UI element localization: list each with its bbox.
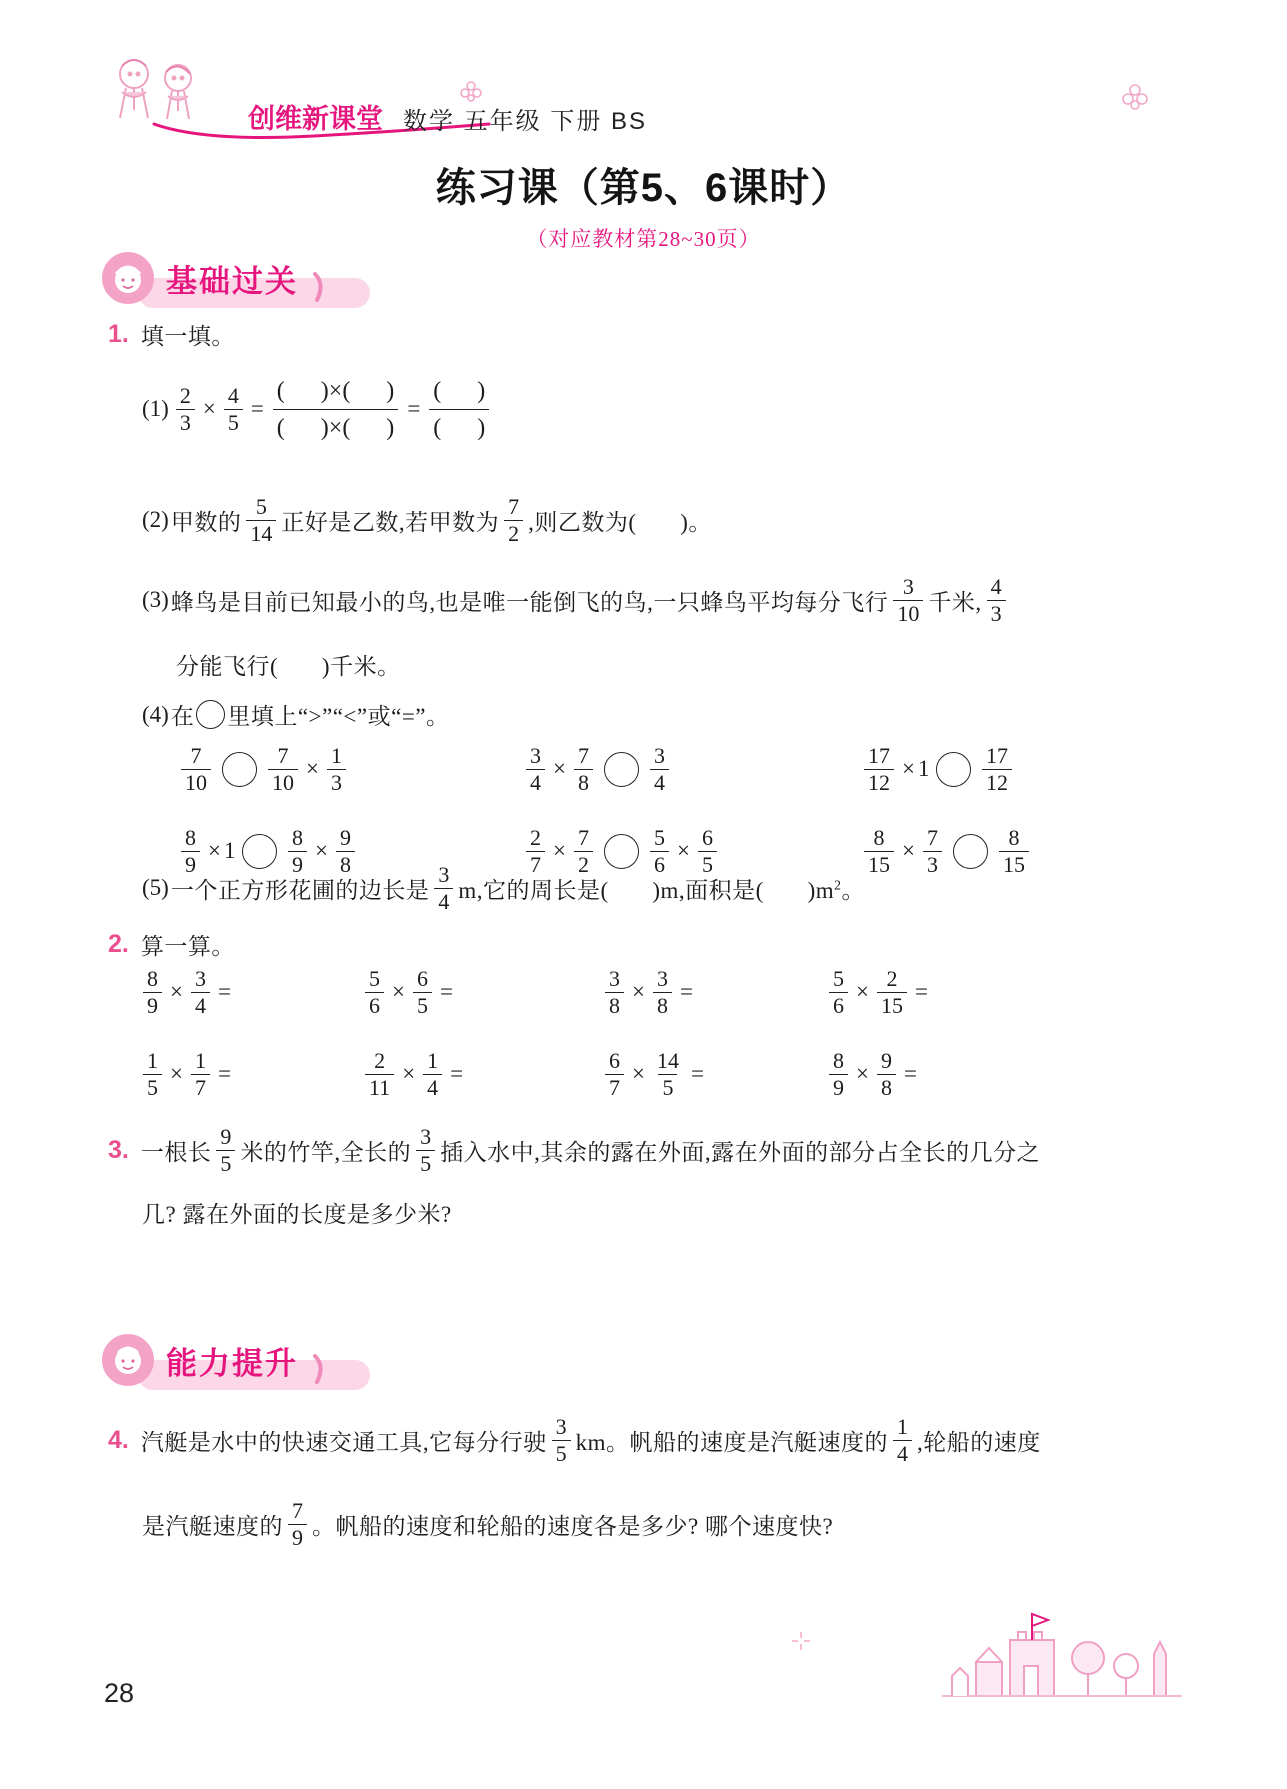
fraction	[877, 1048, 896, 1101]
section-advanced	[102, 1330, 326, 1390]
numerator: 7	[277, 742, 289, 768]
denominator: 3	[923, 851, 942, 878]
q1-part3-line1	[142, 562, 1011, 638]
compare-circle	[196, 700, 225, 729]
q1-part4-label	[142, 698, 450, 731]
fraction	[216, 1124, 235, 1177]
times-sign: ×	[402, 1061, 416, 1086]
calc-item	[360, 1044, 600, 1104]
question-2	[108, 928, 235, 961]
denominator: 5	[413, 992, 432, 1019]
numerator: 3	[194, 965, 206, 991]
fraction	[605, 1048, 624, 1101]
numerator: 6	[701, 824, 713, 850]
denominator: 4	[893, 1440, 912, 1467]
denominator: 10	[893, 600, 923, 627]
q1-part5	[142, 852, 865, 924]
calc-item	[600, 1044, 824, 1104]
part-label: (3)	[142, 587, 169, 612]
times-sign: ×	[208, 838, 221, 863]
q1-part3-line2	[176, 648, 401, 681]
fraction	[864, 743, 894, 796]
numerator: 4	[990, 573, 1002, 599]
fraction	[605, 966, 624, 1019]
fraction	[143, 1048, 162, 1101]
text: 千米,	[928, 589, 982, 615]
times-sign: ×	[202, 396, 216, 421]
denominator: 15	[877, 992, 907, 1019]
numerator: 1	[330, 742, 342, 768]
denominator: 9	[288, 1524, 307, 1551]
brand-name: 创维新课堂	[248, 104, 383, 134]
denominator: 9	[143, 992, 162, 1019]
fraction	[923, 825, 942, 878]
times-sign: ×	[553, 838, 566, 863]
fraction	[224, 383, 243, 436]
numerator: 7	[577, 824, 589, 850]
numerator: 3	[420, 1123, 432, 1149]
equals-sign: =	[439, 979, 453, 1004]
numerator: 3	[555, 1413, 567, 1439]
fraction	[653, 1048, 683, 1101]
text: 在	[170, 704, 195, 729]
calculation-grid	[138, 962, 931, 1104]
question-number: 3.	[108, 1135, 129, 1164]
numerator: 8	[291, 824, 303, 850]
banner-tail	[312, 272, 326, 302]
textbook-reference: （对应教材第28~30页）	[526, 227, 761, 251]
numerator: 1	[194, 1047, 206, 1073]
denominator: 8	[653, 992, 672, 1019]
fraction	[864, 825, 894, 878]
denominator: 5	[143, 1074, 162, 1101]
section-advanced-label: 能力提升	[166, 1345, 298, 1381]
times-sign: ×	[676, 838, 690, 863]
part-label: (5)	[142, 875, 169, 900]
part-label: (4)	[142, 701, 169, 727]
denominator: 10	[268, 769, 298, 796]
fraction	[181, 743, 211, 796]
numerator: 5	[255, 493, 267, 519]
fraction	[552, 1414, 571, 1467]
numerator: 9	[880, 1047, 892, 1073]
denominator: 8	[574, 769, 593, 796]
numerator: 3	[609, 965, 620, 991]
denominator: 9	[829, 1074, 848, 1101]
numerator: 7	[292, 1497, 303, 1523]
fraction	[143, 966, 162, 1019]
numerator: 5	[653, 824, 665, 850]
fraction	[574, 743, 593, 796]
numerator: 8	[147, 965, 158, 991]
question-1	[108, 318, 235, 351]
numerator: 6	[416, 965, 428, 991]
denominator: 7	[526, 851, 545, 878]
numerator: 9	[339, 824, 351, 850]
flower-icon	[1120, 82, 1150, 112]
text: 。帆船的速度和轮船的速度各是多少? 哪个速度快?	[312, 1513, 834, 1539]
part-label: (2)	[142, 507, 169, 532]
text: km。帆船的速度是汽艇速度的	[575, 1429, 888, 1455]
compare-circle	[604, 752, 639, 787]
denominator: 4	[191, 992, 210, 1019]
numerator: 8	[833, 1047, 844, 1073]
fraction	[526, 743, 545, 796]
denominator: 4	[434, 888, 453, 915]
fraction	[829, 966, 848, 1019]
number-one: 1	[223, 838, 236, 863]
fraction	[999, 825, 1029, 878]
denominator: 8	[605, 992, 624, 1019]
numerator: 8	[1008, 824, 1020, 850]
answer-blank: ,则乙数为( )。	[528, 509, 712, 535]
numerator: 1	[897, 1413, 908, 1439]
numerator: 3	[656, 965, 668, 991]
answer-blank: 分能飞行( )千米。	[176, 654, 401, 679]
denominator: 6	[365, 992, 384, 1019]
lesson-title: 练习课（第5、6课时）	[435, 166, 852, 210]
numerator: 8	[873, 824, 885, 850]
kid-face-icon	[102, 1334, 154, 1386]
numerator: 3	[902, 573, 914, 599]
denominator: 5	[216, 1150, 235, 1177]
denominator: 2	[574, 851, 593, 878]
text: 汽艇是水中的快速交通工具,它每分行驶	[140, 1429, 547, 1455]
text: 几? 露在外面的长度是多少米?	[142, 1202, 452, 1227]
calc-item	[360, 962, 600, 1022]
page-number: 28	[104, 1678, 135, 1708]
text: 里填上“>”“<”或“=”。	[227, 704, 450, 729]
sparkle-icon	[790, 1630, 812, 1652]
denominator: 5	[658, 1074, 677, 1101]
q1-part1	[142, 348, 495, 470]
calc-item	[138, 962, 360, 1022]
equals-sign: =	[217, 979, 231, 1004]
fraction	[504, 494, 523, 547]
question-number: 1.	[108, 320, 129, 348]
denominator: 15	[999, 851, 1029, 878]
lesson-title-block	[0, 156, 1287, 253]
fraction	[268, 743, 298, 796]
compare-circle	[953, 834, 988, 869]
castle-illustration	[930, 1600, 1190, 1710]
question-prompt: 填一填。	[140, 324, 235, 349]
fill-in-fraction	[273, 373, 399, 446]
denominator: 14	[246, 520, 276, 547]
numerator: 7	[926, 824, 938, 850]
fraction	[893, 574, 923, 627]
times-sign: ×	[902, 838, 915, 863]
numerator: 3	[530, 742, 541, 768]
denominator: 8	[336, 851, 355, 878]
text: 米的竹竿,全长的	[240, 1139, 412, 1165]
times-sign: ×	[306, 756, 319, 781]
fraction	[288, 1498, 307, 1551]
text: ,轮船的速度	[917, 1429, 1041, 1455]
number-one: 1	[917, 756, 930, 781]
text: 是汽艇速度的	[142, 1513, 283, 1539]
times-sign: ×	[856, 1061, 869, 1086]
question-3	[108, 1112, 1040, 1188]
numerator: 8	[185, 824, 196, 850]
answer-blank	[458, 872, 865, 905]
calc-item	[824, 1044, 931, 1104]
fraction	[829, 1048, 848, 1101]
q1-part2	[142, 482, 712, 558]
text: 正好是乙数,若甲数为	[281, 509, 500, 535]
fraction	[176, 383, 195, 436]
book-subject: 数学 五年级 下册 BS	[403, 108, 648, 135]
numerator: 6	[609, 1047, 620, 1073]
fraction	[191, 966, 210, 1019]
numerator: 17	[868, 742, 890, 768]
denominator: 5	[224, 409, 243, 436]
equals-sign: =	[903, 1061, 917, 1086]
times-sign: ×	[632, 1061, 645, 1086]
numerator: 7	[577, 742, 589, 768]
fraction	[423, 1048, 442, 1101]
denominator-blank: ( )×( )	[273, 409, 399, 446]
fraction	[987, 574, 1006, 627]
page-header	[92, 52, 647, 136]
comparison-item	[859, 820, 1034, 882]
fraction	[365, 1048, 394, 1101]
denominator: 8	[877, 1074, 896, 1101]
numerator-blank: ( )	[433, 377, 486, 404]
fraction	[982, 743, 1012, 796]
denominator: 6	[650, 851, 669, 878]
times-sign: ×	[392, 979, 405, 1004]
fraction	[246, 494, 276, 547]
banner-tail	[312, 1354, 326, 1384]
fraction	[365, 966, 384, 1019]
text: 一根长	[140, 1139, 212, 1165]
denominator: 4	[526, 769, 545, 796]
numerator: 2	[374, 1047, 386, 1073]
numerator-blank: ( )×( )	[276, 377, 395, 404]
times-sign: ×	[170, 1061, 183, 1086]
numerator: 4	[227, 382, 239, 408]
comparison-item	[176, 738, 521, 800]
text: 。	[841, 877, 866, 903]
denominator: 5	[416, 1150, 435, 1177]
numerator: 17	[985, 742, 1008, 768]
text: 插入水中,其余的露在外面,露在外面的部分占全长的几分之	[440, 1139, 1041, 1165]
fill-in-fraction	[429, 373, 489, 446]
text: 一个正方形花圃的边长是	[170, 877, 430, 903]
times-sign: ×	[632, 979, 645, 1004]
numerator: 1	[147, 1047, 158, 1073]
denominator: 4	[650, 769, 669, 796]
denominator: 6	[829, 992, 848, 1019]
numerator: 3	[653, 742, 665, 768]
question-4-line2	[142, 1486, 833, 1562]
numerator: 2	[179, 382, 191, 408]
denominator: 11	[365, 1074, 394, 1101]
numerator: 7	[508, 493, 520, 519]
calc-item	[600, 962, 824, 1022]
numerator: 7	[190, 742, 202, 768]
equals-sign: =	[450, 1061, 464, 1086]
calc-item	[824, 962, 931, 1022]
section-basic	[102, 248, 326, 308]
equals-sign: =	[217, 1061, 231, 1086]
question-3-line2	[142, 1196, 452, 1229]
denominator: 15	[864, 851, 894, 878]
numerator: 2	[530, 824, 541, 850]
denominator: 4	[423, 1074, 442, 1101]
equals-sign: =	[250, 396, 264, 421]
fraction	[413, 966, 432, 1019]
times-sign: ×	[170, 979, 183, 1004]
squared-superscript: 2	[834, 876, 842, 892]
numerator: 5	[833, 965, 844, 991]
question-number: 2.	[108, 930, 129, 958]
fraction	[416, 1124, 435, 1177]
denominator: 2	[504, 520, 523, 547]
fraction	[653, 966, 672, 1019]
denominator: 3	[327, 769, 346, 796]
numerator: 3	[438, 861, 450, 887]
numerator: 14	[656, 1047, 679, 1073]
fraction	[877, 966, 907, 1019]
times-sign: ×	[553, 756, 566, 781]
denominator: 9	[288, 851, 307, 878]
denominator: 5	[698, 851, 717, 878]
denominator: 7	[191, 1074, 210, 1101]
section-basic-label: 基础过关	[166, 263, 298, 299]
numerator: 9	[220, 1123, 232, 1149]
numerator: 2	[886, 965, 898, 991]
denominator: 12	[982, 769, 1012, 796]
fraction	[434, 862, 453, 915]
kid-face-icon	[102, 252, 154, 304]
denominator: 10	[181, 769, 211, 796]
question-4	[108, 1402, 1041, 1478]
equals-sign: =	[407, 396, 421, 421]
comparison-item	[521, 738, 859, 800]
numerator: 1	[427, 1047, 439, 1073]
denominator: 12	[864, 769, 894, 796]
fraction	[893, 1414, 912, 1467]
denominator: 3	[987, 600, 1006, 627]
denominator-blank: ( )	[429, 409, 489, 446]
times-sign: ×	[856, 979, 869, 1004]
question-prompt: 算一算。	[140, 934, 235, 959]
fraction	[650, 743, 669, 796]
part-label: (1)	[142, 396, 169, 421]
denominator: 3	[176, 409, 195, 436]
equals-sign: =	[690, 1061, 704, 1086]
denominator: 7	[605, 1074, 624, 1101]
text: 甲数的	[170, 509, 242, 535]
numerator: 5	[369, 965, 380, 991]
compare-circle	[222, 752, 257, 787]
equals-sign: =	[914, 979, 928, 1004]
fraction	[191, 1048, 210, 1101]
denominator: 5	[552, 1440, 571, 1467]
question-number: 4.	[108, 1425, 129, 1454]
fraction	[327, 743, 346, 796]
comparison-item	[859, 738, 1034, 800]
denominator: 9	[181, 851, 200, 878]
calc-item	[138, 1044, 360, 1104]
equals-sign: =	[679, 979, 693, 1004]
compare-circle	[936, 752, 971, 787]
times-sign: ×	[314, 838, 328, 863]
text: m,它的周长是( )m,面积是( )m	[458, 877, 835, 903]
text: 蜂鸟是目前已知最小的鸟,也是唯一能倒飞的鸟,一只蜂鸟平均每分飞行	[170, 589, 889, 615]
times-sign: ×	[902, 756, 915, 781]
